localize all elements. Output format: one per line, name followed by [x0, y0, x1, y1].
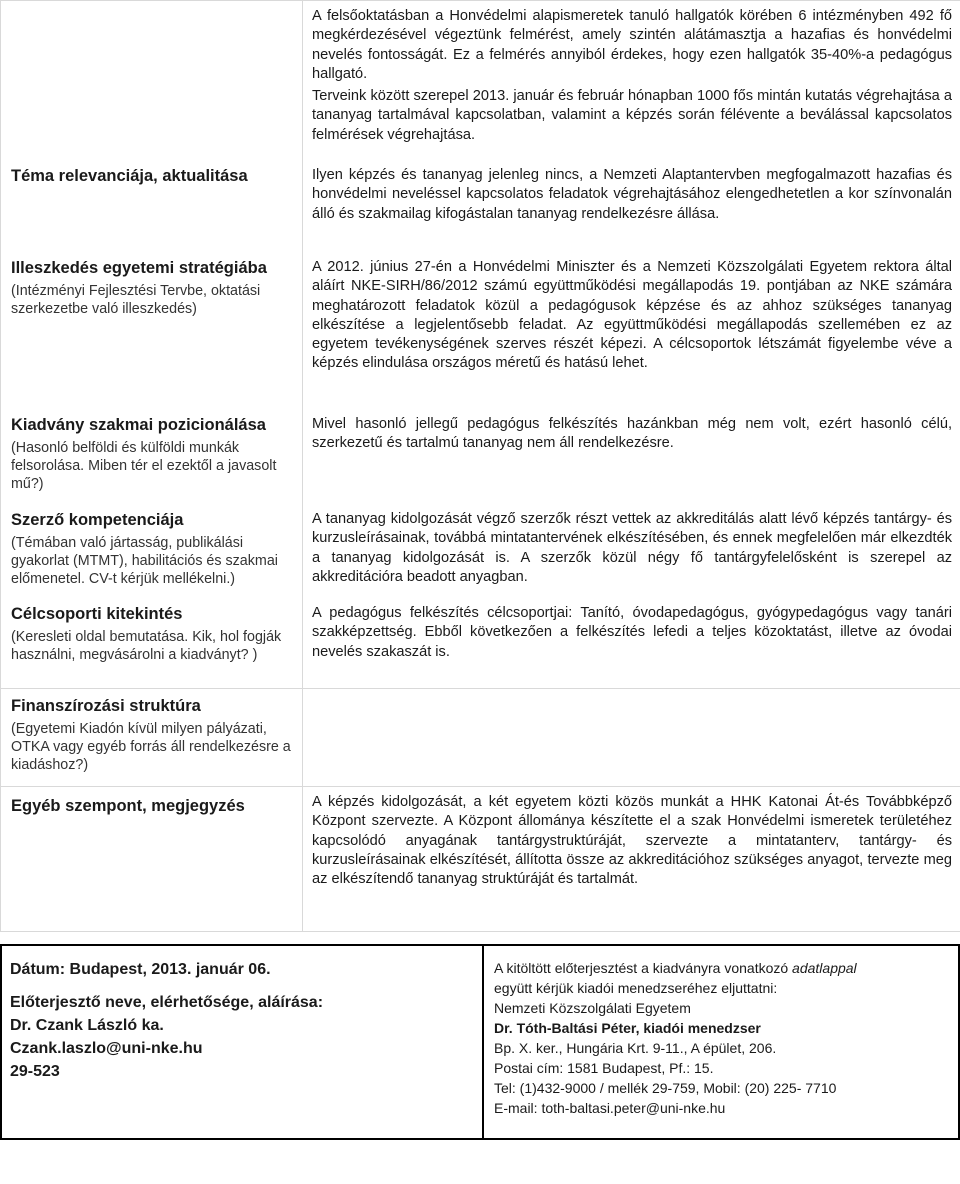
plans-paragraph: Terveink között szerepel 2013. január és február hónapban 1000 fős mintán kutatás végrehajtása a tananyag tartalmával kapcsolatban, valamint a képzés során félévente a beválással kapcsolatos felmérések végrehajtása.	[312, 88, 952, 143]
footer-phone: Tel: (1)432-9000 / mellék 29-759, Mobil: (20) 225- 7710	[494, 1080, 837, 1096]
strategia-subtitle: (Intézményi Fejlesztési Tervbe, oktatási szerkezetbe való illeszkedés)	[11, 283, 261, 317]
relevancia-title: Téma relevanciája, aktualitása	[11, 167, 248, 185]
kompetencia-subtitle: (Témában való jártasság, publikálási gyakorlat (MTMT), habilitációs és szakmai előmenetel. CV-t kérjük mellékelni.)	[11, 535, 278, 587]
label-celcsoport	[11, 604, 293, 664]
footer-university: Nemzeti Közszolgálati Egyetem	[494, 1000, 691, 1016]
footer-postal: Postai cím: 1581 Budapest, Pf.: 15.	[494, 1060, 714, 1076]
finanszirozas-title: Finanszírozási struktúra	[11, 697, 201, 715]
footer-box	[0, 944, 960, 1140]
egyeb-content: A képzés kidolgozását, a két egyetem közti közös munkát a HHK Katonai Át-és Továbbképző Központ szervezte. A Központ állománya készítette el a szak Honvédelmi ismeretek területéhez kapcsolódó anyagának tantárgystruktúráját, szervezte a mintatanterv, tantárgy- és kurzusleírásainak elkészítését, állította össze az akkreditációhoz szükséges anyagot, tervezte meg az elkészítendő tananyag struktúráját és tartalmát.	[312, 794, 952, 888]
finanszirozas-content-cell	[303, 689, 960, 787]
footer-divider	[482, 946, 484, 1138]
label-egyeb	[11, 796, 293, 820]
footer-date: Dátum: Budapest, 2013. január 06.	[10, 961, 271, 978]
footer-left	[10, 958, 470, 1083]
submitter-email: Czank.laszlo@uni-nke.hu	[10, 1040, 203, 1057]
egyeb-label-cell	[1, 787, 303, 932]
finanszirozas-content	[312, 696, 952, 699]
strategia-title: Illeszkedés egyetemi stratégiába	[11, 259, 267, 277]
label-pozicionalas	[11, 415, 293, 493]
celcsoport-content: A pedagógus felkészítés célcsoportjai: Tanító, óvodapedagógus, gyógypedagógus vagy tanári szakképzettség. Ebből következően a felkészítés lefedi a teljes közoktatást, illetve az óvodai nevelés szakaszát is.	[312, 605, 952, 660]
top-paragraphs	[312, 7, 952, 148]
label-strategia	[11, 258, 293, 318]
kompetencia-content: A tananyag kidolgozását végző szerzők részt vettek az akkreditálás alatt lévő képzés tantárgy- és kurzusleírásainak, továbbá mintatantervének elkészítésében, és ennek megfelelően már elkezdték a tananyag kidolgozását is. A szerzők közül négy fő tantárgyfelelősként is szerepel az akkreditációra beadott anyagban.	[312, 511, 952, 585]
footer-right	[494, 958, 954, 1118]
egyeb-title: Egyéb szempont, megjegyzés	[11, 797, 245, 815]
strategia-content: A 2012. június 27-én a Honvédelmi Miniszter és a Nemzeti Közszolgálati Egyetem rektora által aláírt NKE-SIRH/86/2012 számú együttműködési megállapodás 19. pontjában az NKE számára meghatározott feladatok közül a pedagógusok képzése és az ahhoz szükséges tananyag elkészítése a legjelentősebb feladat. Az együttműködési megállapodás szellemében ez az egyetem tevékenységének szerves részét képezi. A célcsoportok létszámát figyelembe véve a képzés elindulása országos méretű és hatású lehet.	[312, 259, 952, 372]
pozicionalas-content: Mivel hasonló jellegű pedagógus felkészítés hazánkban még nem volt, ezért hasonló célú, szerkezetű és tartalmú tananyag nem áll rendelkezésre.	[312, 416, 952, 452]
label-relevancia	[11, 166, 293, 190]
footer-intro-cont: együtt kérjük kiadói menedzseréhez eljuttatni:	[494, 980, 778, 996]
finanszirozas-subtitle: (Egyetemi Kiadón kívül milyen pályázati, OTKA vagy egyéb forrás áll rendelkezésre a kiadáshoz?)	[11, 721, 291, 773]
content-column	[303, 1, 960, 689]
survey-paragraph: A felsőoktatásban a Honvédelmi alapismeretek tanuló hallgatók körében 6 intézményben 492 fő megkérdezésével végeztünk felmérést, amely szintén alátámasztja a hazafias és honvédelmi nevelés fontosságát. Ez a felmérés annyiból érdekes, hogy ezen hallgatók 35-40%-a pedagógus hallgató.	[312, 8, 952, 82]
pozicionalas-title: Kiadvány szakmai pozicionálása	[11, 416, 266, 434]
footer-address: Bp. X. ker., Hungária Krt. 9-11., A épület, 206.	[494, 1040, 777, 1056]
footer-manager: Dr. Tóth-Baltási Péter, kiadói menedzser	[494, 1020, 761, 1036]
egyeb-content-cell	[303, 787, 960, 932]
celcsoport-subtitle: (Keresleti oldal bemutatása. Kik, hol fogják használni, megvásárolni a kiadványt? )	[11, 629, 282, 663]
relevancia-content: Ilyen képzés és tananyag jelenleg nincs, a Nemzeti Alaptantervben megfogalmazott hazafias és honvédelmi neveléssel kapcsolatos feladatok végrehajtásához elengedhetetlen a kor színvonalán álló és szakmailag kifogástalan tananyag rendelkezésre állása.	[312, 167, 952, 222]
pozicionalas-subtitle: (Hasonló belföldi és külföldi munkák felsorolása. Miben tér el ezektől a javasolt mű?)	[11, 440, 277, 492]
submitter-label: Előterjesztő neve, elérhetősége, aláírása:	[10, 994, 324, 1011]
kompetencia-title: Szerző kompetenciája	[11, 511, 184, 529]
label-finanszirozas	[11, 696, 293, 774]
footer-email: E-mail: toth-baltasi.peter@uni-nke.hu	[494, 1100, 726, 1116]
submitter-phone: 29-523	[10, 1063, 60, 1080]
labels-column	[1, 1, 303, 689]
submitter-name: Dr. Czank László ka.	[10, 1017, 164, 1034]
label-kompetencia	[11, 510, 293, 588]
finanszirozas-label-cell	[1, 689, 303, 787]
footer-intro: A kitöltött előterjesztést a kiadványra vonatkozó adatlappal	[494, 960, 857, 976]
celcsoport-title: Célcsoporti kitekintés	[11, 605, 183, 623]
